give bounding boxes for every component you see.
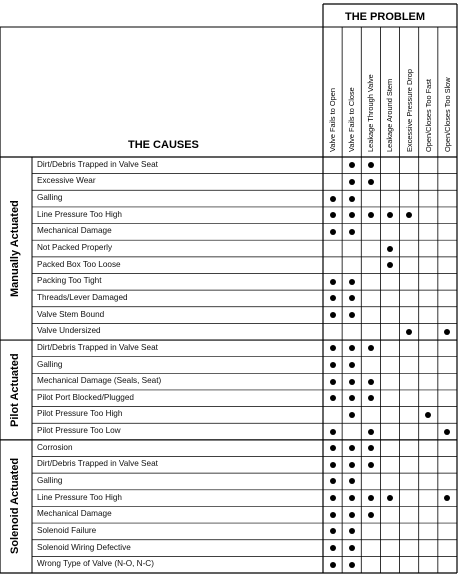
- cause-label: Threads/Lever Damaged: [37, 292, 128, 302]
- cause-label: Line Pressure Too High: [37, 492, 122, 502]
- mark-dot: [349, 279, 355, 285]
- mark-dot: [330, 512, 336, 518]
- mark-dot: [349, 512, 355, 518]
- mark-dot: [330, 395, 336, 401]
- cause-label: Galling: [37, 359, 63, 369]
- cause-label: Galling: [37, 475, 63, 485]
- mark-dot: [330, 445, 336, 451]
- mark-dot: [330, 545, 336, 551]
- mark-dot: [349, 412, 355, 418]
- mark-dot: [349, 312, 355, 318]
- mark-dot: [330, 279, 336, 285]
- mark-dot: [330, 229, 336, 235]
- mark-dot: [368, 495, 374, 501]
- mark-dot: [330, 362, 336, 368]
- problem-column-header: Open/Closes Too Fast: [423, 79, 433, 152]
- cause-label: Solenoid Wiring Defective: [37, 542, 131, 552]
- mark-dot: [349, 212, 355, 218]
- mark-dot: [349, 395, 355, 401]
- group-label: Manually Actuated: [9, 200, 21, 298]
- cause-label: Excessive Wear: [37, 176, 96, 186]
- mark-dot: [349, 545, 355, 551]
- problem-header: THE PROBLEM: [345, 11, 426, 23]
- mark-dot: [349, 196, 355, 202]
- mark-dot: [349, 562, 355, 568]
- problem-column-header: Leakage Around Stem: [385, 78, 395, 152]
- mark-dot: [368, 179, 374, 185]
- mark-dot: [330, 562, 336, 568]
- mark-dot: [330, 196, 336, 202]
- problem-column-header: Excessive Pressure Drop: [404, 69, 414, 152]
- mark-dot: [330, 495, 336, 501]
- cause-label: Wrong Type of Valve (N-O, N-C): [37, 559, 154, 569]
- cause-label: Mechanical Damage (Seals, Seat): [37, 376, 162, 386]
- mark-dot: [330, 212, 336, 218]
- cause-label: Dirt/Debris Trapped in Valve Seat: [37, 159, 158, 169]
- mark-dot: [406, 329, 412, 335]
- cause-label: Solenoid Failure: [37, 525, 97, 535]
- mark-dot: [368, 462, 374, 468]
- problem-column-header: Valve Fails to Open: [328, 88, 337, 152]
- cause-label: Pilot Port Blocked/Plugged: [37, 392, 134, 402]
- mark-dot: [349, 445, 355, 451]
- cause-label: Mechanical Damage: [37, 226, 112, 236]
- mark-dot: [349, 462, 355, 468]
- cause-label: Line Pressure Too High: [37, 209, 122, 219]
- mark-dot: [349, 379, 355, 385]
- mark-dot: [368, 429, 374, 435]
- mark-dot: [330, 528, 336, 534]
- mark-dot: [330, 312, 336, 318]
- mark-dot: [368, 445, 374, 451]
- problem-column-header: Leakage Through Valve: [366, 74, 376, 152]
- mark-dot: [444, 429, 450, 435]
- cause-label: Packing Too Tight: [37, 276, 102, 286]
- mark-dot: [349, 362, 355, 368]
- cause-label: Not Packed Properly: [37, 243, 113, 253]
- cause-label: Mechanical Damage: [37, 509, 112, 519]
- mark-dot: [330, 345, 336, 351]
- mark-dot: [330, 379, 336, 385]
- cause-label: Pilot Pressure Too Low: [37, 426, 121, 436]
- mark-dot: [330, 462, 336, 468]
- cause-label: Corrosion: [37, 442, 73, 452]
- mark-dot: [387, 246, 393, 252]
- mark-dot: [349, 229, 355, 235]
- group-label: Pilot Actuated: [9, 353, 21, 427]
- cause-label: Dirt/Debris Trapped in Valve Seat: [37, 459, 158, 469]
- mark-dot: [368, 512, 374, 518]
- cause-label: Pilot Pressure Too High: [37, 409, 123, 419]
- problem-column-header: Valve Fails to Close: [347, 87, 357, 152]
- mark-dot: [368, 379, 374, 385]
- mark-dot: [349, 179, 355, 185]
- causes-header: THE CAUSES: [128, 139, 199, 151]
- cause-label: Valve Undersized: [37, 326, 101, 336]
- cause-label: Valve Stem Bound: [37, 309, 105, 319]
- problem-column-header: Open/Closes Too Slow: [442, 77, 452, 152]
- mark-dot: [349, 495, 355, 501]
- cause-label: Packed Box Too Loose: [37, 259, 121, 269]
- cause-label: Dirt/Debris Trapped in Valve Seat: [37, 342, 158, 352]
- mark-dot: [330, 429, 336, 435]
- group-label: Solenoid Actuated: [9, 458, 21, 555]
- cause-label: Galling: [37, 193, 63, 203]
